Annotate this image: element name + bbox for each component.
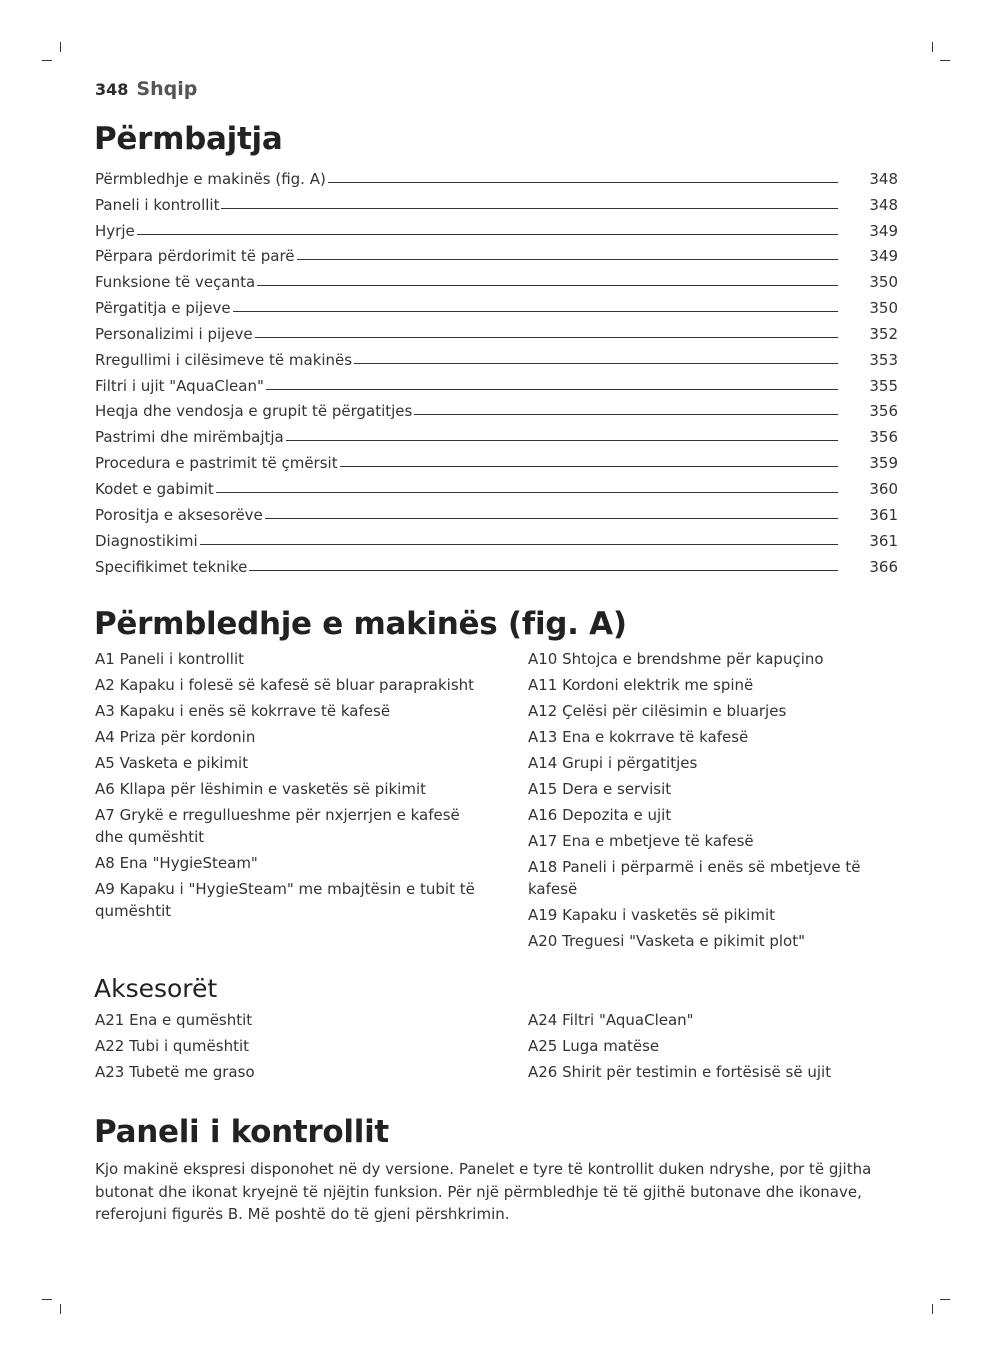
toc-leader-line [266,389,838,390]
toc-title: Përmbajtja [94,121,283,157]
language-label: Shqip [136,78,198,100]
toc-entry-page: 360 [869,479,898,498]
toc-leader-line [297,259,838,260]
list-item: A7 Grykë e rregullueshme për nxjerrjen e kafesë dhe qumështit [95,806,460,846]
toc-entry-label: Pastrimi dhe mirëmbajtja [95,428,284,447]
accessories-title: Aksesorët [94,974,218,1003]
toc-entry-page: 350 [869,273,898,292]
list-item: A9 Kapaku i "HygieSteam" me mbajtësin e tubit të qumështit [95,880,475,920]
list-item: A26 Shirit për testimin e fortësisë së ujit [528,1063,832,1081]
toc-entry-page: 355 [869,376,898,395]
toc-entry-page: 353 [869,350,898,369]
toc-entry-page: 348 [869,195,898,214]
toc-entry [95,162,898,188]
toc-leader-line [340,466,838,467]
list-item: A8 Ena "HygieSteam" [95,854,258,872]
toc-entry [95,472,898,498]
page-header [95,78,197,100]
accessories-left-column [95,1009,480,1087]
list-item: A21 Ena e qumështit [95,1011,253,1029]
toc-entry-label: Përpara përdorimit të parë [95,247,295,266]
overview-title: Përmbledhje e makinës (fig. A) [94,606,627,642]
toc-entry-page: 349 [869,247,898,266]
crop-mark [932,1304,933,1314]
toc-entry [95,240,898,266]
toc-entry [95,550,898,576]
list-item: A10 Shtojca e brendshme për kapuçino [528,650,824,668]
control-panel-title: Paneli i kontrollit [94,1114,389,1150]
toc-entry-label: Porositja e aksesorëve [95,505,263,524]
toc-entry-page: 361 [869,531,898,550]
overview-right-column [528,648,886,956]
crop-mark [42,60,52,61]
crop-mark [60,42,61,52]
toc-entry [95,524,898,550]
toc-leader-line [328,182,838,183]
crop-mark [932,42,933,52]
toc-leader-line [414,414,838,415]
crop-mark [60,1304,61,1314]
toc-entry-label: Përmbledhje e makinës (fig. A) [95,169,326,188]
list-item: A17 Ena e mbetjeve të kafesë [528,832,754,850]
accessories-right-column [528,1009,886,1087]
list-item: A12 Çelësi për cilësimin e bluarjes [528,702,787,720]
list-item: A19 Kapaku i vasketës së pikimit [528,906,776,924]
toc-entry-page: 366 [869,557,898,576]
list-item: A24 Filtri "AquaClean" [528,1011,694,1029]
table-of-contents [95,162,898,576]
toc-entry-label: Përgatitja e pijeve [95,299,231,318]
toc-leader-line [354,363,838,364]
crop-mark [42,1299,52,1300]
toc-entry-page: 356 [869,402,898,421]
toc-entry-page: 359 [869,454,898,473]
toc-entry-label: Filtri i ujit "AquaClean" [95,376,264,395]
toc-leader-line [249,570,838,571]
toc-entry [95,446,898,472]
toc-entry [95,369,898,395]
toc-entry [95,498,898,524]
toc-entry-label: Diagnostikimi [95,531,198,550]
toc-leader-line [286,440,838,441]
toc-entry-page: 348 [869,169,898,188]
toc-entry-label: Procedura e pastrimit të çmërsit [95,454,338,473]
toc-entry-page: 356 [869,428,898,447]
toc-entry-label: Specifikimet teknike [95,557,248,576]
list-item: A22 Tubi i qumështit [95,1037,250,1055]
toc-entry [95,214,898,240]
list-item: A23 Tubetë me graso [95,1063,255,1081]
toc-entry-label: Paneli i kontrollit [95,195,220,214]
toc-leader-line [137,234,838,235]
list-item: A11 Kordoni elektrik me spinë [528,676,754,694]
toc-leader-line [216,492,838,493]
control-panel-text: Kjo makinë ekspresi disponohet në dy versione. Panelet e tyre të kontrollit duken ndryshe, por të gjitha butonat dhe ikonat kryejnë të njëjtin funksion. Për një përmbledhje të të gjithë butonave dhe ikonave, referojuni figurës B. Më poshtë do të gjeni përshkrimin. [95,1160,872,1223]
toc-leader-line [257,285,838,286]
toc-entry [95,420,898,446]
crop-mark [940,1299,950,1300]
toc-leader-line [265,518,838,519]
list-item: A14 Grupi i përgatitjes [528,754,698,772]
toc-leader-line [255,337,838,338]
list-item: A3 Kapaku i enës së kokrrave të kafesë [95,702,391,720]
toc-entry-label: Personalizimi i pijeve [95,324,253,343]
list-item: A25 Luga matëse [528,1037,660,1055]
toc-entry-label: Kodet e gabimit [95,479,214,498]
toc-entry-page: 352 [869,324,898,343]
list-item: A15 Dera e servisit [528,780,672,798]
list-item: A13 Ena e kokrrave të kafesë [528,728,749,746]
toc-entry-label: Rregullimi i cilësimeve të makinës [95,350,353,369]
toc-leader-line [200,544,838,545]
toc-entry [95,188,898,214]
list-item: A4 Priza për kordonin [95,728,256,746]
list-item: A5 Vasketa e pikimit [95,754,249,772]
toc-entry [95,343,898,369]
list-item: A6 Kllapa për lëshimin e vasketës së pikimit [95,780,427,798]
toc-entry-page: 350 [869,299,898,318]
list-item: A20 Treguesi "Vasketa e pikimit plot" [528,932,805,950]
toc-entry-label: Heqja dhe vendosja e grupit të përgatitjes [95,402,413,421]
toc-entry-page: 349 [869,221,898,240]
toc-entry [95,395,898,421]
toc-entry-label: Hyrje [95,221,135,240]
list-item: A2 Kapaku i folesë së kafesë së bluar paraprakisht [95,676,475,694]
overview-left-column [95,648,480,926]
toc-entry-page: 361 [869,505,898,524]
list-item: A18 Paneli i përparmë i enës së mbetjeve të kafesë [528,858,861,898]
toc-entry-label: Funksione të veçanta [95,273,256,292]
toc-leader-line [221,208,838,209]
list-item: A16 Depozita e ujit [528,806,672,824]
page-number: 348 [95,80,129,99]
crop-mark [940,60,950,61]
toc-entry [95,265,898,291]
toc-entry [95,291,898,317]
toc-entry [95,317,898,343]
list-item: A1 Paneli i kontrollit [95,650,245,668]
toc-leader-line [233,311,838,312]
